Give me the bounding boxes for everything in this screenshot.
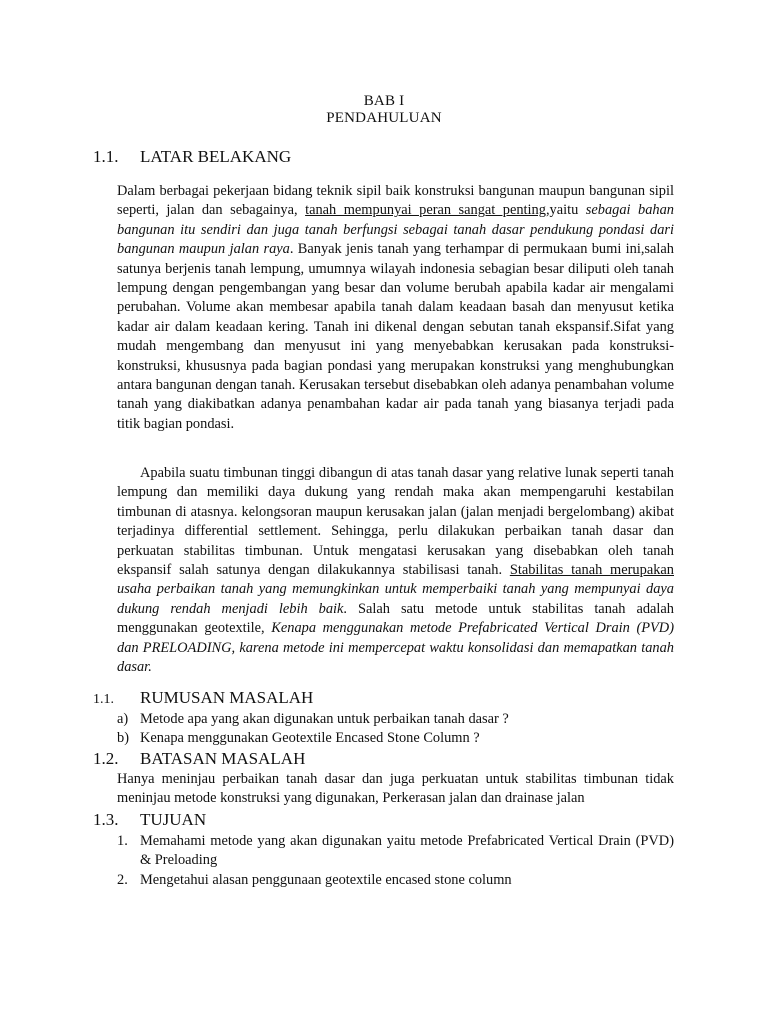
section-heading-tujuan bbox=[93, 810, 206, 830]
section-number: 1.2. bbox=[93, 749, 119, 768]
text-run: . Banyak jenis tanah yang terhampar di permukaan bumi ini,salah satunya berjenis tanah lempung, umumnya wilayah indonesia sebagian besar diliputi oleh tanah lempung dengan pengembangan yang besar dan volume berubah apabila kadar air mengalami perubahan. Volume akan membesar apabila tanah dalam keadaan basah dan menyusut ketika kadar air dalam keadaan kering. Tanah ini dikenal dengan sebutan tanah ekspansif.Sifat yang mudah mengembang dan menyusut ini yang menyebabkan kerusakan pada konstruksi-konstruksi, khususnya pada bagian pondasi yang merupakan konstruksi yang menghubungkan antara bangunan dengan tanah. Kerusakan tersebut disebabkan oleh adanya penambahan volume tanah yang diakibatkan adanya penambahan kadar air pada tanah yang biasanya terjadi pada titik bagian pondasi. bbox=[117, 241, 674, 432]
list-item-text: Kenapa menggunakan Geotextile Encased Stone Column ? bbox=[140, 730, 480, 747]
text-run: ,yaitu bbox=[545, 202, 586, 219]
list-item bbox=[117, 832, 674, 871]
underlined-text: tanah mempunyai peran sangat penting bbox=[305, 202, 546, 219]
section-label: RUMUSAN MASALAH bbox=[140, 688, 314, 707]
list-marker: 1. bbox=[117, 833, 128, 849]
text-run: . Salah satu metode untuk stabilitas tanah adalah menggunakan geotextile, bbox=[117, 600, 675, 637]
rumusan-list bbox=[117, 710, 674, 749]
text-run: Apabila suatu timbunan tinggi dibangun di atas tanah dasar yang relative lunak seperti tanah lempung dan memiliki daya dukung yang rendah maka akan mempengaruhi kestabilan timbunan di atasnya. kelongsoran maupun kerusakan jalan (jalan menjadi bergelombang) akibat terjadinya differential settlement. Sehingga, perlu dilakukan perbaikan tanah dasar dan perkuatan stabilitas timbunan. Untuk mengatasi kerusakan yang disebabkan oleh tanah ekspansif salah satunya dengan dilakukannya stabilisasi tanah. bbox=[117, 465, 674, 579]
section-number: 1.3. bbox=[93, 810, 119, 829]
section-number: 1.1. bbox=[93, 147, 119, 166]
section-heading-rumusan-masalah bbox=[93, 688, 313, 708]
section-heading-batasan-masalah bbox=[93, 749, 305, 769]
paragraph-latar-belakang-2 bbox=[117, 464, 674, 677]
list-item bbox=[117, 871, 674, 890]
section-heading-latar-belakang bbox=[93, 147, 291, 167]
list-item bbox=[117, 729, 674, 748]
list-marker: 2. bbox=[117, 871, 128, 888]
list-marker: b) bbox=[117, 730, 129, 747]
section-number: 1.1. bbox=[93, 692, 114, 707]
underlined-text: Stabilitas tanah merupakan bbox=[509, 562, 674, 579]
list-marker: a) bbox=[117, 711, 129, 727]
text-run: Dalam berbagai pekerjaan bidang teknik sipil baik konstruksi bangunan maupun bangunan sipil seperti, jalan dan sebagainya, bbox=[117, 183, 674, 219]
list-item-text: Memahami metode yang akan digunakan yaitu metode Prefabricated Vertical Drain (PVD) & Preloading bbox=[140, 833, 674, 869]
chapter-title: PENDAHULUAN bbox=[326, 110, 442, 126]
italic-text: Kenapa menggunakan metode Prefabricated Vertical Drain (PVD) dan PRELOADING, karena metode ini mempercepat waktu konsolidasi dan memapatkan tanah dasar. bbox=[117, 620, 674, 676]
italic-text: sebagai bahan bangunan itu sendiri dan juga tanah berfungsi sebagai tanah dasar pendukung pondasi dari bangunan maupun jalan raya bbox=[117, 202, 674, 258]
list-item-text: Mengetahui alasan penggunaan geotextile encased stone column bbox=[140, 871, 512, 888]
list-item-text: Metode apa yang akan digunakan untuk perbaikan tanah dasar ? bbox=[140, 711, 509, 727]
paragraph-batasan-masalah: Hanya meninjau perbaikan tanah dasar dan juga perkuatan untuk stabilitas timbunan tidak meninjau metode konstruksi yang digunakan, Perkerasan jalan dan drainase jalan bbox=[117, 771, 674, 807]
italic-text: usaha perbaikan tanah yang memungkinkan untuk memperbaiki tanah yang mempunyai daya dukung rendah menjadi lebih baik bbox=[117, 581, 674, 617]
section-label: TUJUAN bbox=[140, 810, 207, 829]
section-label: LATAR BELAKANG bbox=[140, 147, 292, 166]
section-label: BATASAN MASALAH bbox=[140, 749, 306, 768]
list-item bbox=[117, 710, 674, 729]
paragraph-latar-belakang-1 bbox=[117, 182, 674, 434]
chapter-number: BAB I bbox=[363, 93, 405, 109]
tujuan-list bbox=[117, 832, 674, 890]
